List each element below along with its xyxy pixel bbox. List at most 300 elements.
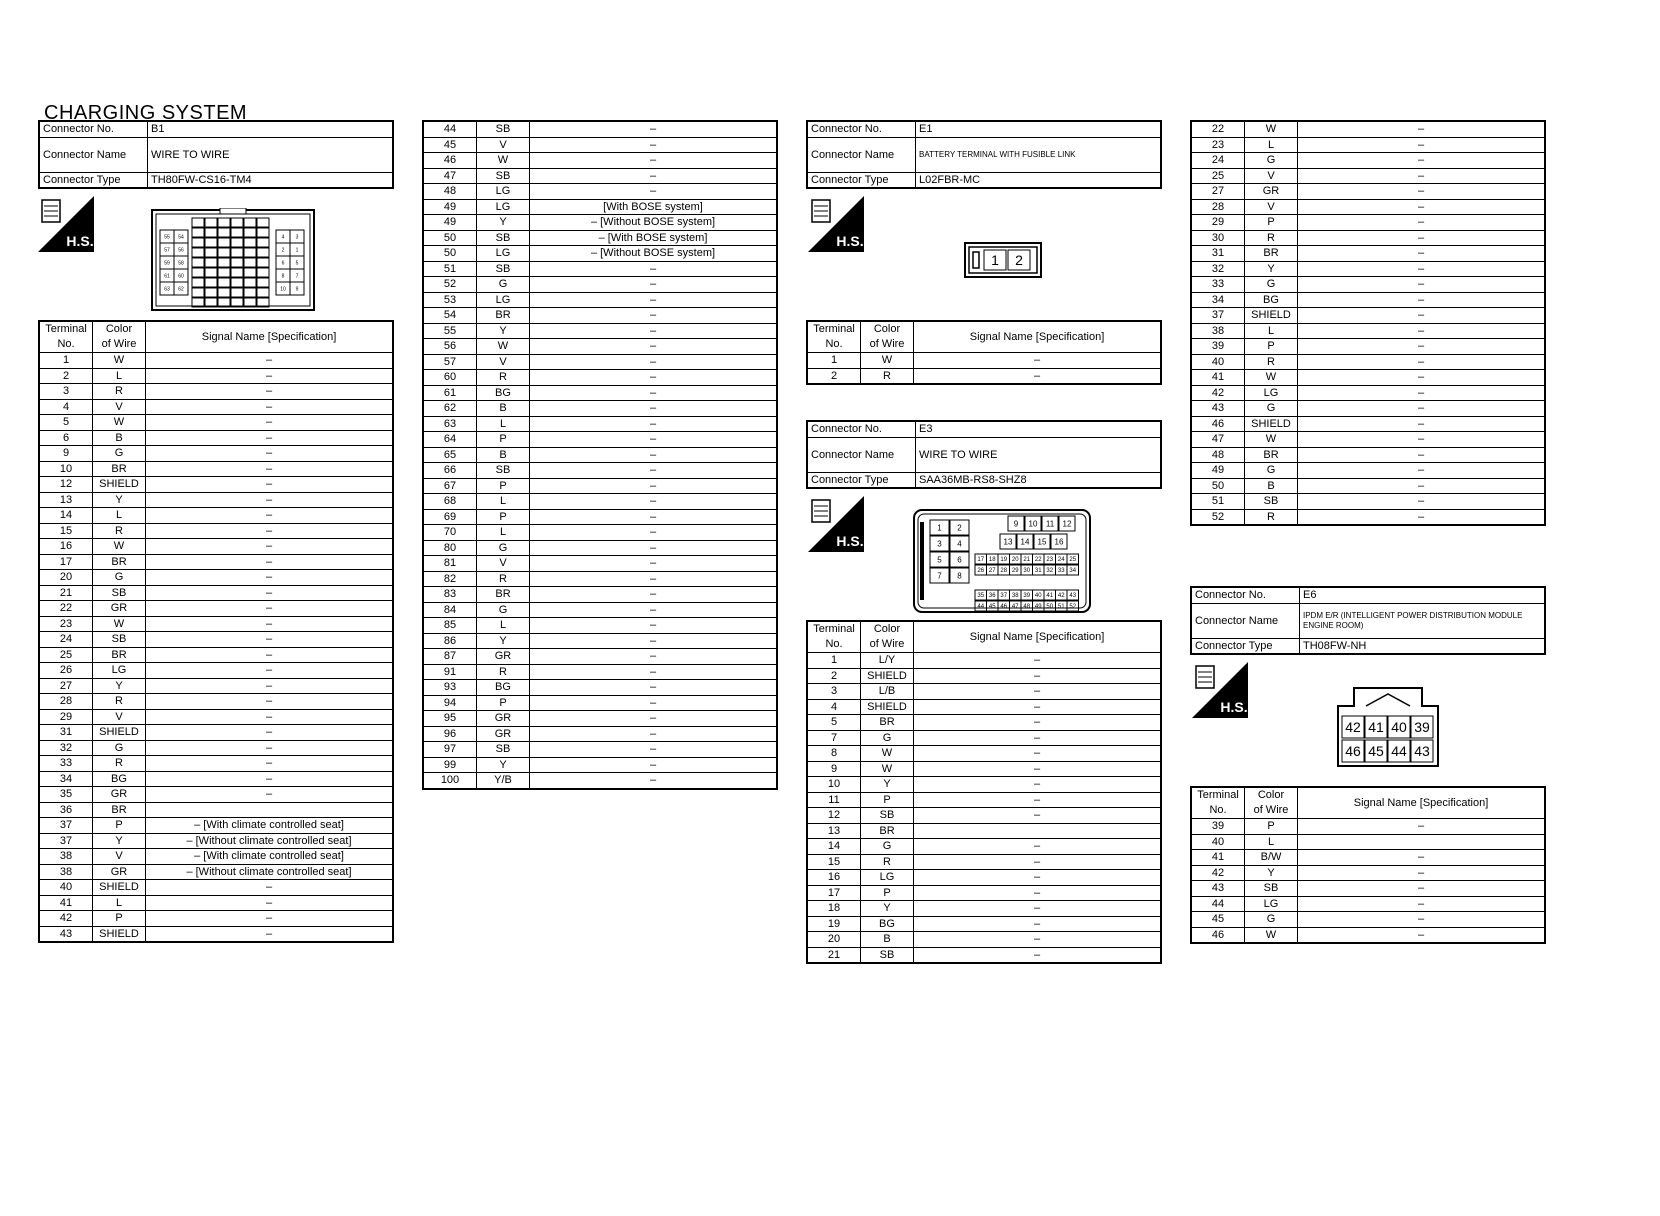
svg-text:H.S.: H.S.	[1220, 699, 1248, 715]
signal-name-cell: –	[1298, 447, 1546, 463]
col-signal-header: Signal Name [Specification]	[146, 321, 394, 353]
table-row	[39, 926, 393, 942]
b1-pin-label: 9	[295, 286, 299, 293]
table-row	[807, 684, 1161, 700]
terminal-no-cell: 61	[423, 385, 477, 401]
table-row	[807, 792, 1161, 808]
terminal-no-cell: 3	[807, 684, 861, 700]
terminal-no-cell: 2	[807, 668, 861, 684]
e3-pin-label: 30	[1023, 568, 1031, 575]
table-row	[423, 416, 777, 432]
terminal-no-cell: 5	[807, 715, 861, 731]
table-row	[423, 370, 777, 386]
signal-name-cell: –	[1298, 137, 1546, 153]
table-row	[423, 432, 777, 448]
b1-pin-label: 57	[164, 247, 170, 254]
table-row	[39, 632, 393, 648]
signal-name-cell: –	[146, 678, 394, 694]
svg-text:H.S.: H.S.	[836, 533, 864, 549]
signal-name-cell: –	[530, 354, 778, 370]
signal-name-cell: –	[914, 839, 1162, 855]
e3-pin-label: 22	[1034, 557, 1042, 564]
wire-color-cell: Y	[93, 678, 146, 694]
wire-color-cell: W	[93, 539, 146, 555]
signal-name-cell: –	[530, 339, 778, 355]
wire-color-cell: SB	[861, 808, 914, 824]
b1-pin-label: 62	[178, 286, 184, 293]
signal-name-cell: –	[530, 757, 778, 773]
terminal-no-cell: 16	[39, 539, 93, 555]
wire-color-cell: SB	[93, 585, 146, 601]
wire-color-cell: V	[93, 849, 146, 865]
signal-name-cell: –	[530, 742, 778, 758]
table-row	[39, 554, 393, 570]
harness-side-badge-icon	[1192, 662, 1248, 718]
b1-pin-label: 10	[280, 286, 286, 293]
signal-name-cell: –	[146, 725, 394, 741]
terminal-no-cell: 48	[423, 184, 477, 200]
table-row	[807, 761, 1161, 777]
terminal-no-cell: 40	[1191, 834, 1245, 850]
terminal-no-cell: 45	[1191, 912, 1245, 928]
table-row	[1191, 463, 1545, 479]
signal-name-cell: [With BOSE system]	[530, 199, 778, 215]
signal-name-cell: –	[1298, 385, 1546, 401]
wire-color-cell: BR	[93, 554, 146, 570]
wire-color-cell: L/Y	[861, 653, 914, 669]
e6-pin-label: 42	[1345, 719, 1361, 736]
wire-color-cell: Y/B	[477, 773, 530, 789]
e6-pin-label: 45	[1368, 743, 1384, 760]
page-title: CHARGING SYSTEM	[44, 102, 248, 124]
terminal-no-cell: 3	[39, 384, 93, 400]
terminal-no-cell: 32	[1191, 261, 1245, 277]
e3-pin-label: 43	[1069, 593, 1077, 600]
e3-pin-label: 17	[977, 557, 985, 564]
b1-right-pin-block	[276, 230, 304, 295]
signal-name-cell: –	[146, 709, 394, 725]
e6-connector-face-diagram	[1334, 686, 1442, 768]
signal-name-cell: –	[914, 932, 1162, 948]
table-row	[1191, 896, 1545, 912]
table-row	[423, 463, 777, 479]
table-row	[1191, 447, 1545, 463]
terminal-no-cell: 20	[807, 932, 861, 948]
b1-pin-label: 6	[281, 260, 285, 267]
e3-pin-label: 3	[937, 539, 942, 549]
signal-name-cell: –	[530, 618, 778, 634]
table-row	[39, 585, 393, 601]
signal-name-cell: –	[530, 137, 778, 153]
wire-color-cell: R	[477, 664, 530, 680]
table-row	[1191, 401, 1545, 417]
terminal-no-cell: 95	[423, 711, 477, 727]
terminal-no-cell: 52	[1191, 509, 1245, 525]
table-row	[1191, 416, 1545, 432]
terminal-no-cell: 2	[807, 368, 861, 384]
table-row	[39, 601, 393, 617]
signal-name-cell: –	[530, 525, 778, 541]
table-row	[423, 246, 777, 262]
table-row	[423, 633, 777, 649]
wire-color-cell: Y	[477, 323, 530, 339]
b1-pin-label: 58	[178, 260, 184, 267]
terminal-no-cell: 31	[1191, 246, 1245, 262]
table-row	[39, 771, 393, 787]
terminal-no-cell: 41	[1191, 370, 1245, 386]
terminal-no-cell: 49	[1191, 463, 1245, 479]
signal-name-cell: –	[146, 368, 394, 384]
connector-name-value: BATTERY TERMINAL WITH FUSIBLE LINK	[916, 137, 1162, 172]
connector-type-value: L02FBR-MC	[916, 172, 1162, 188]
wire-color-cell: W	[93, 353, 146, 369]
e3-pin-label: 28	[1000, 568, 1008, 575]
signal-name-cell: –	[146, 492, 394, 508]
signal-name-cell: –	[1298, 927, 1546, 943]
b1-pin-label: 7	[295, 273, 299, 280]
signal-name-cell: –	[146, 353, 394, 369]
e6-terminal-table	[1190, 786, 1546, 944]
e1-pin-label: 2	[1015, 252, 1023, 269]
wire-color-cell: V	[1245, 168, 1298, 184]
signal-name-cell: –	[530, 695, 778, 711]
terminal-no-cell: 41	[1191, 850, 1245, 866]
terminal-no-cell: 46	[423, 153, 477, 169]
wire-color-cell: R	[93, 694, 146, 710]
svg-text:H.S.: H.S.	[66, 233, 94, 249]
table-row	[423, 385, 777, 401]
signal-name-cell: –	[914, 668, 1162, 684]
terminal-no-cell: 36	[39, 802, 93, 818]
signal-name-cell: –	[1298, 432, 1546, 448]
connector-name-value: WIRE TO WIRE	[916, 437, 1162, 472]
terminal-no-cell: 82	[423, 571, 477, 587]
table-row	[423, 618, 777, 634]
signal-name-cell: –	[146, 461, 394, 477]
terminal-no-cell: 39	[1191, 819, 1245, 835]
terminal-no-cell: 93	[423, 680, 477, 696]
label-connector-name: Connector Name	[1191, 603, 1300, 638]
e3-pin-label: 16	[1054, 537, 1064, 547]
e3-pin-label: 4	[957, 539, 962, 549]
wire-color-cell: BR	[93, 802, 146, 818]
wire-color-cell: SHIELD	[93, 725, 146, 741]
signal-name-cell: –	[530, 385, 778, 401]
terminal-no-cell: 8	[807, 746, 861, 762]
table-row	[1191, 865, 1545, 881]
signal-name-cell: –	[530, 556, 778, 572]
signal-name-cell: –	[146, 694, 394, 710]
wire-color-cell: BG	[861, 916, 914, 932]
terminal-no-cell: 70	[423, 525, 477, 541]
e6-pin-label: 40	[1391, 719, 1407, 736]
table-row	[1191, 199, 1545, 215]
connector-no-value: E1	[916, 121, 1162, 137]
terminal-no-cell: 44	[1191, 896, 1245, 912]
wire-color-cell: V	[93, 709, 146, 725]
connector-type-value: TH80FW-CS16-TM4	[148, 172, 394, 188]
wire-color-cell: B	[93, 430, 146, 446]
table-row	[423, 184, 777, 200]
wire-color-cell: V	[1245, 199, 1298, 215]
wire-color-cell: G	[1245, 463, 1298, 479]
e3-pin-label: 25	[1069, 557, 1077, 564]
terminal-no-cell: 12	[39, 477, 93, 493]
signal-name-cell	[146, 802, 394, 818]
signal-name-cell: –	[530, 401, 778, 417]
terminal-no-cell: 21	[807, 947, 861, 963]
table-row	[807, 901, 1161, 917]
wire-color-cell: G	[477, 540, 530, 556]
signal-name-cell: –	[146, 446, 394, 462]
terminal-no-cell: 27	[39, 678, 93, 694]
table-row	[1191, 246, 1545, 262]
terminal-no-cell: 17	[39, 554, 93, 570]
terminal-no-cell: 34	[1191, 292, 1245, 308]
wire-color-cell: W	[1245, 927, 1298, 943]
table-row	[423, 277, 777, 293]
terminal-no-cell: 15	[807, 854, 861, 870]
wire-color-cell: Y	[861, 901, 914, 917]
wire-color-cell: BR	[861, 715, 914, 731]
terminal-no-cell: 18	[807, 901, 861, 917]
table-row	[39, 833, 393, 849]
terminal-no-cell: 66	[423, 463, 477, 479]
signal-name-cell: –	[914, 353, 1162, 369]
connector-type-value: TH08FW-NH	[1300, 638, 1546, 654]
terminal-no-cell: 35	[39, 787, 93, 803]
b1-pin-label: 63	[164, 286, 170, 293]
signal-name-cell: –	[146, 647, 394, 663]
wire-color-cell: SB	[477, 230, 530, 246]
table-row	[423, 742, 777, 758]
signal-name-cell: –	[530, 447, 778, 463]
e3-pin-label: 15	[1037, 537, 1047, 547]
wire-color-cell: GR	[477, 726, 530, 742]
signal-name-cell: –	[146, 880, 394, 896]
e3-pin-label: 51	[1057, 604, 1065, 611]
wire-color-cell: BR	[93, 647, 146, 663]
terminal-no-cell: 37	[39, 818, 93, 834]
signal-name-cell: –	[1298, 277, 1546, 293]
e6-pin-label: 44	[1391, 743, 1407, 760]
table-row	[423, 215, 777, 231]
terminal-no-cell: 38	[39, 864, 93, 880]
terminal-no-cell: 44	[423, 121, 477, 137]
table-row	[1191, 881, 1545, 897]
table-row	[423, 121, 777, 137]
signal-name-cell: – [Without BOSE system]	[530, 246, 778, 262]
terminal-no-cell: 33	[1191, 277, 1245, 293]
signal-name-cell: –	[530, 153, 778, 169]
e3-pin-label: 6	[957, 555, 962, 565]
wire-color-cell: L	[93, 895, 146, 911]
signal-name-cell: –	[146, 895, 394, 911]
terminal-no-cell: 29	[1191, 215, 1245, 231]
label-connector-type: Connector Type	[39, 172, 148, 188]
wire-color-cell: B	[477, 401, 530, 417]
wire-color-cell: LG	[477, 292, 530, 308]
e3-pin-label: 13	[1003, 537, 1013, 547]
table-row	[1191, 432, 1545, 448]
terminal-no-cell: 28	[39, 694, 93, 710]
signal-name-cell: –	[914, 368, 1162, 384]
signal-name-cell: – [With BOSE system]	[530, 230, 778, 246]
signal-name-cell: –	[1298, 246, 1546, 262]
terminal-no-cell: 48	[1191, 447, 1245, 463]
e3-pin-label: 36	[988, 593, 996, 600]
signal-name-cell: –	[146, 663, 394, 679]
terminal-no-cell: 14	[39, 508, 93, 524]
table-row	[1191, 912, 1545, 928]
connector-type-value: SAA36MB-RS8-SHZ8	[916, 472, 1162, 488]
b1-pin-label: 2	[281, 247, 285, 254]
signal-name-cell: –	[1298, 509, 1546, 525]
signal-name-cell: –	[1298, 881, 1546, 897]
table-row	[423, 509, 777, 525]
terminal-no-cell: 38	[39, 849, 93, 865]
terminal-no-cell: 14	[807, 839, 861, 855]
wire-color-cell: G	[1245, 401, 1298, 417]
signal-name-cell: –	[530, 664, 778, 680]
wire-color-cell: Y	[93, 833, 146, 849]
col-terminal-header: Terminal No.	[807, 621, 861, 653]
signal-name-cell: –	[1298, 850, 1546, 866]
terminal-no-cell: 37	[1191, 308, 1245, 324]
e1-pin-label: 1	[991, 252, 999, 269]
terminal-no-cell: 7	[807, 730, 861, 746]
b1-left-pin-block	[160, 230, 188, 295]
e3-pin-label: 49	[1034, 604, 1042, 611]
terminal-no-cell: 62	[423, 401, 477, 417]
b1-pin-label: 56	[178, 247, 184, 254]
b1-terminal-table-a	[38, 320, 394, 943]
wire-color-cell: LG	[861, 870, 914, 886]
signal-name-cell: –	[914, 792, 1162, 808]
table-row	[1191, 168, 1545, 184]
terminal-no-cell: 28	[1191, 199, 1245, 215]
table-row	[423, 664, 777, 680]
terminal-no-cell: 2	[39, 368, 93, 384]
wire-color-cell: SHIELD	[1245, 308, 1298, 324]
terminal-no-cell: 17	[807, 885, 861, 901]
wire-color-cell: SB	[477, 168, 530, 184]
e6-pin-label: 46	[1345, 743, 1361, 760]
table-row	[423, 587, 777, 603]
signal-name-cell: – [With climate controlled seat]	[146, 818, 394, 834]
wire-color-cell: P	[93, 911, 146, 927]
signal-name-cell: –	[1298, 401, 1546, 417]
table-row	[39, 740, 393, 756]
signal-name-cell: –	[146, 926, 394, 942]
wire-color-cell: BG	[477, 385, 530, 401]
table-row	[423, 230, 777, 246]
table-row	[39, 880, 393, 896]
b1-pin-label: 59	[164, 260, 170, 267]
terminal-no-cell: 68	[423, 494, 477, 510]
wire-color-cell: G	[1245, 153, 1298, 169]
connector-no-value: E3	[916, 421, 1162, 437]
terminal-no-cell: 6	[39, 430, 93, 446]
table-row	[807, 746, 1161, 762]
e3-pin-label: 38	[1011, 593, 1019, 600]
wire-color-cell: R	[477, 370, 530, 386]
table-row	[807, 870, 1161, 886]
e3-pin-label: 29	[1011, 568, 1019, 575]
b1-terminal-table-b	[422, 120, 778, 790]
wire-color-cell: BR	[477, 308, 530, 324]
table-row	[1191, 184, 1545, 200]
terminal-no-cell: 56	[423, 339, 477, 355]
signal-name-cell: –	[530, 680, 778, 696]
signal-name-cell: –	[146, 570, 394, 586]
signal-name-cell: –	[1298, 184, 1546, 200]
wire-color-cell: LG	[93, 663, 146, 679]
table-row	[1191, 121, 1545, 137]
wire-color-cell: W	[861, 746, 914, 762]
e3-pin-label: 14	[1020, 537, 1030, 547]
wire-color-cell: SHIELD	[861, 699, 914, 715]
wire-color-cell: L	[477, 494, 530, 510]
signal-name-cell: –	[914, 699, 1162, 715]
e3-terminal-table-b	[1190, 120, 1546, 526]
terminal-no-cell: 25	[1191, 168, 1245, 184]
signal-name-cell: –	[530, 261, 778, 277]
table-row	[39, 787, 393, 803]
signal-name-cell: –	[914, 870, 1162, 886]
table-row	[39, 911, 393, 927]
wire-color-cell: B	[861, 932, 914, 948]
table-row	[807, 668, 1161, 684]
signal-name-cell: –	[146, 477, 394, 493]
terminal-no-cell: 40	[1191, 354, 1245, 370]
signal-name-cell: –	[1298, 912, 1546, 928]
terminal-no-cell: 39	[1191, 339, 1245, 355]
terminal-no-cell: 1	[39, 353, 93, 369]
signal-name-cell: –	[914, 854, 1162, 870]
table-row	[39, 570, 393, 586]
wire-color-cell: L	[1245, 137, 1298, 153]
terminal-no-cell: 1	[807, 653, 861, 669]
signal-name-cell: –	[914, 761, 1162, 777]
table-row	[807, 854, 1161, 870]
terminal-no-cell: 43	[1191, 401, 1245, 417]
table-row	[39, 678, 393, 694]
table-row	[1191, 323, 1545, 339]
signal-name-cell	[914, 823, 1162, 839]
wire-color-cell: P	[477, 695, 530, 711]
table-row	[39, 709, 393, 725]
wire-color-cell: L	[1245, 323, 1298, 339]
wire-color-cell: BG	[1245, 292, 1298, 308]
signal-name-cell: –	[1298, 168, 1546, 184]
signal-name-cell: –	[530, 602, 778, 618]
table-row	[807, 808, 1161, 824]
e3-connector-face-diagram	[912, 508, 1092, 614]
terminal-no-cell: 33	[39, 756, 93, 772]
terminal-no-cell: 24	[1191, 153, 1245, 169]
signal-name-cell: –	[1298, 308, 1546, 324]
connector-name-value: IPDM E/R (INTELLIGENT POWER DISTRIBUTION MODULE ENGINE ROOM)	[1300, 603, 1546, 638]
table-row	[423, 773, 777, 789]
table-row	[1191, 494, 1545, 510]
wire-color-cell: P	[1245, 819, 1298, 835]
wire-color-cell: P	[861, 792, 914, 808]
table-row	[423, 401, 777, 417]
col-color-header: Color of Wire	[861, 321, 914, 353]
col-signal-header: Signal Name [Specification]	[914, 321, 1162, 353]
wire-color-cell: P	[477, 509, 530, 525]
